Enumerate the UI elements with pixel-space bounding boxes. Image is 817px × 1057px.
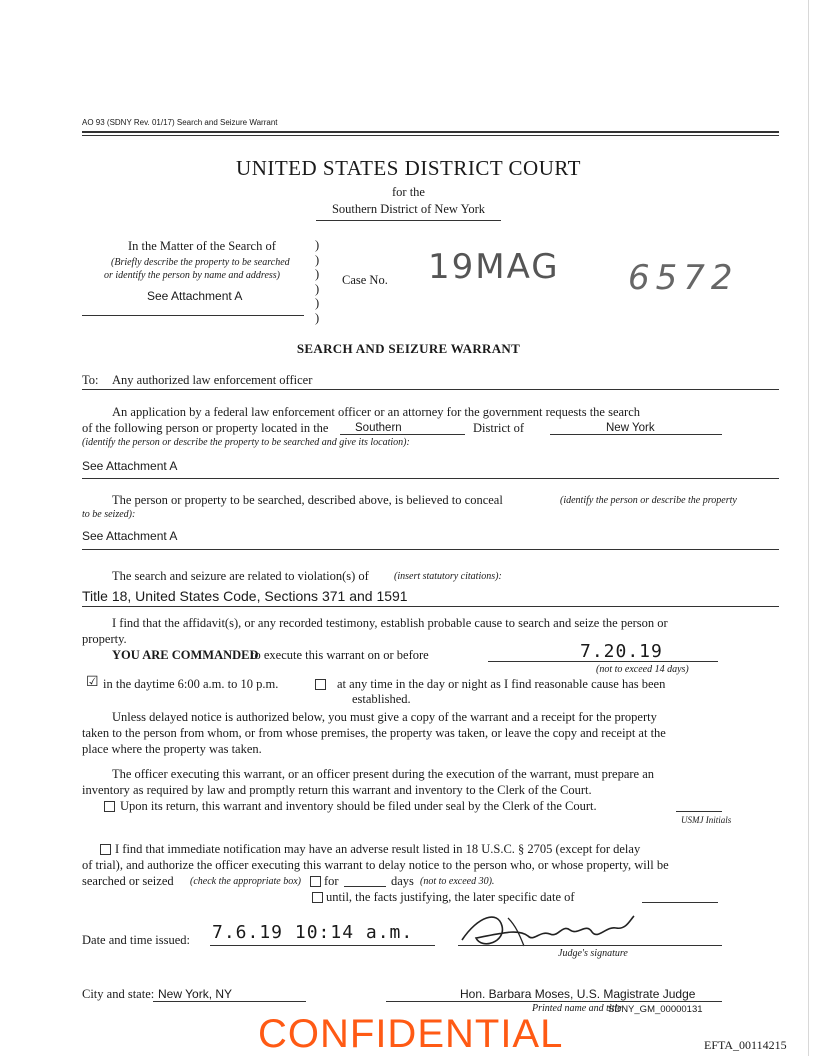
to-value: Any authorized law enforcement officer xyxy=(112,373,313,387)
for-days-checkbox[interactable] xyxy=(310,876,321,887)
conceal-underline xyxy=(82,549,779,550)
days-line xyxy=(344,886,386,887)
until-line xyxy=(642,902,718,903)
header-rule xyxy=(82,131,779,136)
city-label: City and state: xyxy=(82,987,155,1001)
city-line xyxy=(153,1001,306,1002)
violation-line-b: (insert statutory citations): xyxy=(394,571,502,582)
application-underline xyxy=(82,478,779,479)
state-line xyxy=(550,434,722,435)
application-value: See Attachment A xyxy=(82,459,178,473)
court-title: UNITED STATES DISTRICT COURT xyxy=(236,156,581,180)
finding-line-2: property. xyxy=(82,632,127,646)
application-state: New York xyxy=(606,422,655,434)
case-no-label: Case No. xyxy=(342,273,388,287)
issued-value: 7.6.19 10:14 a.m. xyxy=(212,922,414,943)
page-edge-line xyxy=(808,0,809,1056)
command-date: 7.20.19 xyxy=(580,641,663,662)
issued-label: Date and time issued: xyxy=(82,933,190,947)
application-district: Southern xyxy=(355,422,402,434)
judge-name: Hon. Barbara Moses, U.S. Magistrate Judge xyxy=(460,987,696,1001)
inventory-line-2: inventory as required by law and promptly return this warrant and inventory to the Clerk of the Court. xyxy=(82,783,592,797)
immediate-line-2: of trial), and authorize the officer executing this warrant to delay notice to the person who, or whose property, will be xyxy=(82,858,669,872)
warrant-title: SEARCH AND SEIZURE WARRANT xyxy=(296,341,521,356)
application-note: (identify the person or describe the property to be searched and give its location): xyxy=(82,437,410,448)
caption-underline xyxy=(82,315,304,316)
caption-parens: ) ) ) ) ) ) xyxy=(315,238,320,325)
judge-label: Printed name and title xyxy=(532,1003,622,1014)
judge-line xyxy=(386,1001,722,1002)
inventory-line-1: The officer executing this warrant, or an officer present during the execution of the warrant, must prepare an xyxy=(112,767,655,781)
immediate-line-1: I find that immediate notification may have an adverse result listed in 18 U.S.C. § 2705 (except for delay xyxy=(115,842,641,856)
finding-line-1: I find that the affidavit(s), or any recorded testimony, establish probable cause to search and seize the person or xyxy=(112,616,668,630)
matter-note-1: (Briefly describe the property to be searched xyxy=(111,257,290,268)
daytime-label: in the daytime 6:00 a.m. to 10 p.m. xyxy=(103,677,279,691)
command-date-line xyxy=(488,661,718,662)
confidential-watermark: CONFIDENTIAL xyxy=(258,1012,564,1056)
application-line-2a: of the following person or property located in the xyxy=(82,421,329,435)
delayed-line-2: taken to the person from whom, or from whose premises, the property was taken, or leave the copy and receipt at the xyxy=(82,726,666,740)
inventory-seal: Upon its return, this warrant and inventory should be filed under seal by the Clerk of the Court. xyxy=(120,799,597,813)
anytime-line-1: at any time in the day or night as I find reasonable cause has been xyxy=(337,677,666,691)
conceal-value: See Attachment A xyxy=(82,529,178,543)
to-underline xyxy=(82,389,779,390)
signature-line xyxy=(458,945,722,946)
to-label: To: xyxy=(82,373,99,387)
conceal-line-2: to be seized): xyxy=(82,509,136,520)
district-name: Southern District of New York xyxy=(331,202,486,216)
application-line-1: An application by a federal law enforcement officer or an attorney for the government requests the search xyxy=(112,405,641,419)
until-label: until, the facts justifying, the later specific date of xyxy=(326,890,575,904)
immediate-line-3b: (check the appropriate box) xyxy=(190,876,301,887)
violation-value: Title 18, United States Code, Sections 371 and 1591 xyxy=(82,588,408,604)
initials-line xyxy=(676,811,722,812)
district-line xyxy=(340,434,465,435)
days-note: (not to exceed 30). xyxy=(420,876,495,887)
immediate-line-3a: searched or seized xyxy=(82,874,174,888)
signature-label: Judge's signature xyxy=(558,948,628,959)
command-bold: YOU ARE COMMANDED xyxy=(112,648,259,662)
immediate-checkbox[interactable] xyxy=(100,844,111,855)
until-checkbox[interactable] xyxy=(312,892,323,903)
for-the: for the xyxy=(392,185,425,199)
for-label: for xyxy=(324,874,339,888)
initials-label: USMJ Initials xyxy=(681,815,732,825)
city-value: New York, NY xyxy=(158,987,233,1001)
issued-line xyxy=(210,945,435,946)
command-note: (not to exceed 14 days) xyxy=(596,664,689,675)
seal-checkbox[interactable] xyxy=(104,801,115,812)
violation-line-a: The search and seizure are related to violation(s) of xyxy=(112,569,369,583)
application-line-2b: District of xyxy=(473,421,525,435)
matter-label: In the Matter of the Search of xyxy=(128,239,276,253)
case-stamp-right: 6572 xyxy=(628,258,739,298)
efta-number: EFTA_00114215 xyxy=(704,1038,787,1052)
bates-number: SDNY_GM_00000131 xyxy=(608,1004,703,1015)
delayed-line-1: Unless delayed notice is authorized below, you must give a copy of the warrant and a receipt for the property xyxy=(112,710,657,724)
judge-signature xyxy=(458,906,638,954)
form-id: AO 93 (SDNY Rev. 01/17) Search and Seizure Warrant xyxy=(82,118,278,127)
conceal-line-1b: (identify the person or describe the property xyxy=(560,495,737,506)
anytime-checkbox[interactable] xyxy=(315,679,326,690)
violation-underline xyxy=(82,606,779,607)
command-text: to execute this warrant on or before xyxy=(251,648,429,662)
case-stamp-left: 19MAG xyxy=(428,247,560,287)
conceal-line-1a: The person or property to be searched, described above, is believed to conceal xyxy=(112,493,503,507)
caption-property: See Attachment A xyxy=(147,289,243,303)
district-underline xyxy=(316,220,501,221)
days-label: days xyxy=(391,874,414,888)
anytime-line-2: established. xyxy=(352,692,411,706)
matter-note-2: or identify the person by name and address) xyxy=(104,270,280,281)
delayed-line-3: place where the property was taken. xyxy=(82,742,262,756)
daytime-checkbox[interactable]: ☑ xyxy=(86,674,99,690)
